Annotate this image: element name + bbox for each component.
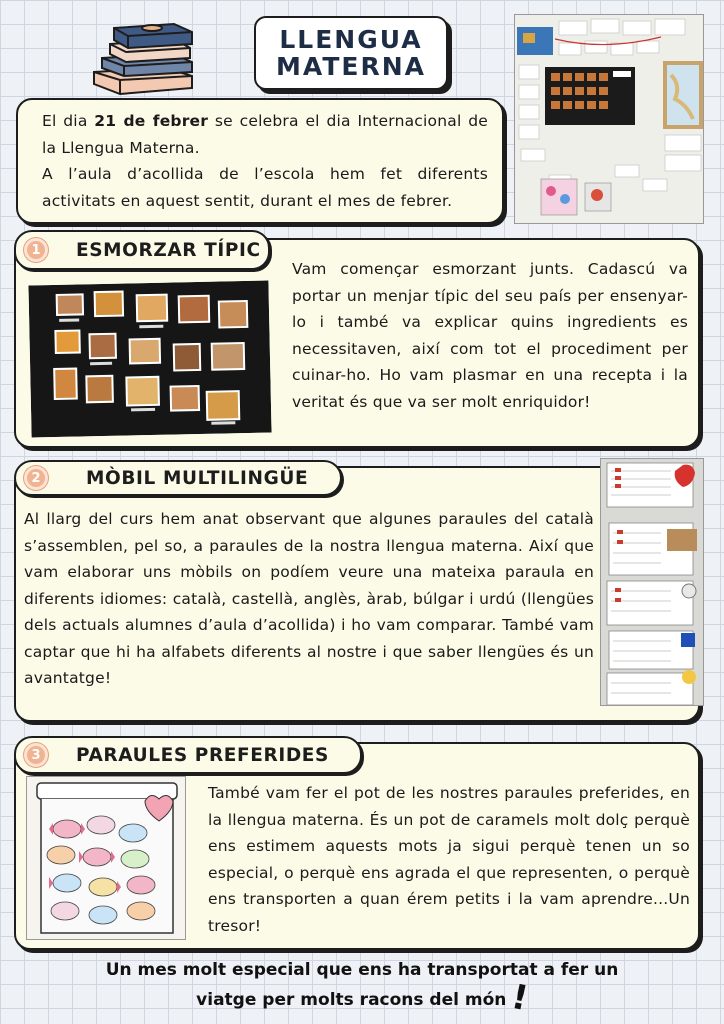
- intro-date: 21 de febrer: [94, 112, 209, 130]
- section-3-tab: [14, 736, 362, 774]
- intro-paragraph-1: El dia 21 de febrer se celebra el dia Internacional de la Llengua Materna.: [42, 112, 488, 157]
- exclamation-mark: !: [508, 976, 532, 1020]
- section-2-tab: [14, 460, 342, 496]
- books-icon: [88, 14, 200, 96]
- classroom-wall-photo: [514, 14, 704, 224]
- section-1-text: Vam començar esmorzant junts. Cadascú va portar un menjar típic del seu país per ensenyar-lo i també va explicar quins ingredients es necessitaven, així com tot el procediment per cuinar-ho. Ho vam plasmar en una recepta i la veritat és que va ser molt enriquidor!: [292, 260, 688, 411]
- section-3-number: 3: [24, 743, 48, 767]
- intro-box: [16, 98, 504, 224]
- section-2-number: 2: [24, 466, 48, 490]
- multilingual-mobile-photo: [600, 458, 704, 706]
- section-2-heading: MÒBIL MULTILINGÜE: [86, 467, 309, 489]
- closing-message: [80, 956, 644, 1020]
- section-1-heading: ESMORZAR TÍPIC: [76, 239, 261, 261]
- intro-paragraph-2: A l’aula d’acollida de l’escola hem fet diferents activitats en aquest sentit, durant el mes de febrer.: [42, 165, 488, 210]
- closing-line-2: viatge per molts racons del món !: [196, 976, 532, 1020]
- closing-line-1: Un mes molt especial que ens ha transportat a fer un: [105, 960, 619, 980]
- section-3-text: També vam fer el pot de les nostres paraules preferides, en la llengua materna. És un pot de caramels molt dolç perquè ens estimem aquests mots ja sigui perquè tenen un so especial, o perquè ens agrada el que representen, o perquè ens transporten a quan érem petits i la vam aprendre...Un tresor!: [208, 784, 690, 935]
- section-2-text: Al llarg del curs hem anat observant que algunes paraules del català s’assemblen, pel so, a paraules de la nostra llengua materna. Així que vam elaborar uns mòbils on podíem veure una mateixa paraula en diferents idiomes: català, castellà, anglès, àrab, búlgar i urdú (llengües dels actuals alumnes d’aula d’acollida) i ho vam comparar. També vam captar que hi ha alfabets diferents al nostre i que saber llengües és un avantatge!: [24, 510, 594, 687]
- title-line-1: LLENGUA: [279, 25, 423, 54]
- title-line-2: MATERNA: [276, 52, 426, 81]
- section-1-tab: [14, 230, 270, 270]
- breakfast-photo: [28, 281, 271, 438]
- section-1-number: 1: [24, 238, 48, 262]
- section-3-heading: PARAULES PREFERIDES: [76, 744, 329, 766]
- candy-jar-photo: [26, 776, 186, 940]
- page-title: [254, 16, 448, 90]
